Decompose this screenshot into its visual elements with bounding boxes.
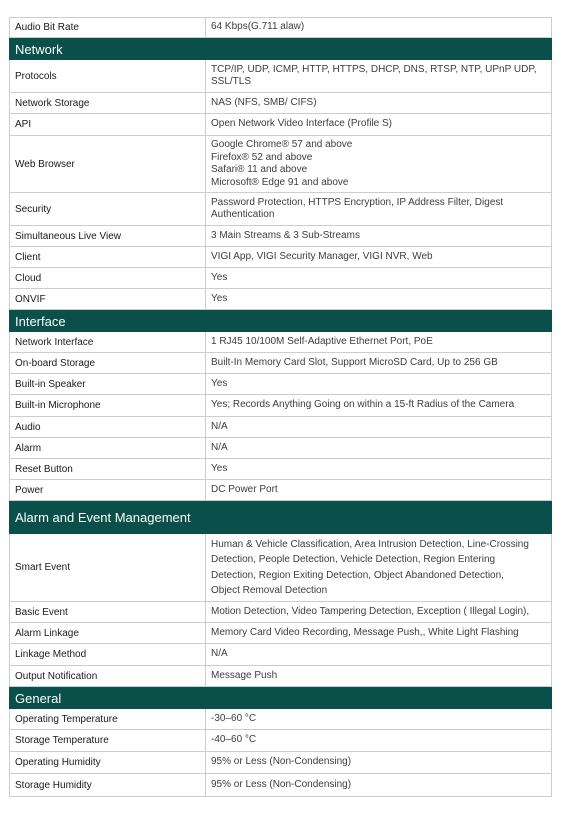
spec-value-line: Human & Vehicle Classification, Area Intrusion Detection, Line-Crossing [211, 538, 529, 550]
spec-row [9, 93, 552, 114]
spec-row [9, 17, 552, 38]
spec-value-line: Memory Card Video Recording, Message Push,, White Light Flashing [211, 626, 519, 638]
spec-label: Web Browser [10, 136, 206, 192]
spec-value [206, 93, 551, 113]
spec-label: Operating Humidity [10, 752, 206, 773]
spec-label: Output Notification [10, 666, 206, 686]
spec-row [9, 60, 552, 93]
spec-row [9, 353, 552, 374]
spec-value-line: N/A [211, 648, 228, 660]
spec-value [206, 730, 551, 751]
spec-value-line: 95% or Less (Non-Condensing) [211, 778, 352, 790]
section-header: Alarm and Event Management [9, 501, 552, 534]
spec-label: On-board Storage [10, 353, 206, 373]
spec-table [9, 17, 552, 797]
spec-label: Security [10, 193, 206, 225]
spec-value [206, 395, 551, 416]
spec-value [206, 268, 551, 288]
spec-value-line: 64 Kbps(G.711 alaw) [211, 21, 305, 33]
spec-value-line: -30–60 °C [211, 712, 257, 724]
spec-value-line: N/A [211, 420, 228, 432]
spec-value-line: DC Power Port [211, 483, 278, 495]
spec-value-line: Message Push [211, 669, 278, 681]
spec-value-line: Yes [211, 377, 228, 389]
spec-value [206, 18, 551, 37]
spec-value [206, 374, 551, 394]
spec-value-line: Password Protection, HTTPS Encryption, IP Address Filter, Digest [211, 196, 504, 208]
spec-label: Storage Temperature [10, 730, 206, 751]
spec-value [206, 438, 551, 458]
spec-value-line: TCP/IP, UDP, ICMP, HTTP, HTTPS, DHCP, DNS, RTSP, NTP, UPnP UDP, [211, 63, 537, 75]
spec-value [206, 459, 551, 479]
spec-value [206, 752, 551, 773]
spec-label: Built-in Speaker [10, 374, 206, 394]
spec-value-line: Authentication [211, 209, 275, 220]
spec-label: Built-in Microphone [10, 395, 206, 416]
spec-value [206, 644, 551, 665]
spec-row [9, 374, 552, 395]
spec-value-line: Detection, People Detection, Vehicle Detection, Region Entering [211, 554, 496, 565]
spec-row [9, 709, 552, 730]
spec-row [9, 623, 552, 644]
spec-label: Operating Temperature [10, 709, 206, 729]
spec-label: API [10, 114, 206, 135]
spec-value-line: Yes [211, 462, 228, 474]
spec-row [9, 438, 552, 459]
spec-value-line: Microsoft® Edge 91 and above [211, 176, 349, 188]
spec-label: Audio [10, 417, 206, 437]
spec-label: Client [10, 247, 206, 267]
section-header: Interface [9, 310, 552, 332]
spec-row [9, 459, 552, 480]
spec-label: Audio Bit Rate [10, 18, 206, 37]
spec-label: Cloud [10, 268, 206, 288]
section-header: Network [9, 38, 552, 60]
spec-value-line: SSL/TLS [211, 76, 252, 87]
spec-row [9, 602, 552, 623]
spec-value [206, 247, 551, 267]
spec-row [9, 395, 552, 417]
spec-label: Reset Button [10, 459, 206, 479]
spec-row [9, 417, 552, 438]
spec-row [9, 730, 552, 752]
spec-label: Basic Event [10, 602, 206, 622]
spec-value [206, 193, 551, 225]
spec-label: Network Interface [10, 332, 206, 352]
spec-row [9, 289, 552, 310]
spec-value-line: 3 Main Streams & 3 Sub-Streams [211, 229, 360, 241]
spec-value [206, 480, 551, 500]
spec-value [206, 332, 551, 352]
spec-value [206, 114, 551, 135]
spec-value-line: Yes; Records Anything Going on within a 15-ft Radius of the Camera [211, 399, 515, 411]
spec-value [206, 709, 551, 729]
spec-row [9, 752, 552, 774]
spec-label: Network Storage [10, 93, 206, 113]
spec-row [9, 268, 552, 289]
spec-value-line: Detection, Region Exiting Detection, Object Abandoned Detection, [211, 569, 504, 581]
spec-value [206, 417, 551, 437]
spec-value [206, 534, 551, 601]
spec-label: Smart Event [10, 534, 206, 601]
section-header: General [9, 687, 552, 709]
spec-label: Storage Humidity [10, 774, 206, 796]
spec-label: Protocols [10, 60, 206, 92]
spec-value [206, 666, 551, 686]
spec-row [9, 332, 552, 353]
spec-row [9, 193, 552, 226]
spec-value-line: VIGI App, VIGI Security Manager, VIGI NVR, Web [211, 250, 433, 262]
spec-row [9, 644, 552, 666]
spec-label: Power [10, 480, 206, 500]
spec-value-line: N/A [211, 441, 228, 453]
spec-value-line: 1 RJ45 10/100M Self-Adaptive Ethernet Port, PoE [211, 335, 433, 347]
spec-value [206, 60, 551, 92]
spec-value [206, 353, 551, 373]
spec-label: Linkage Method [10, 644, 206, 665]
spec-value-line: Safari® 11 and above [211, 164, 308, 175]
spec-row [9, 774, 552, 797]
spec-row [9, 247, 552, 268]
spec-value [206, 623, 551, 643]
spec-value-line: 95% or Less (Non-Condensing) [211, 756, 352, 768]
spec-row [9, 666, 552, 687]
spec-value-line: -40–60 °C [211, 734, 257, 746]
spec-value-line: Yes [211, 271, 228, 283]
spec-value-line: Built-In Memory Card Slot, Support MicroSD Card, Up to 256 GB [211, 356, 498, 368]
spec-value-line: Firefox® 52 and above [211, 151, 313, 163]
spec-row [9, 114, 552, 136]
spec-value-line: Object Removal Detection [211, 585, 328, 596]
spec-value-line: Open Network Video Interface (Profile S) [211, 118, 393, 130]
spec-value [206, 289, 551, 309]
spec-label: ONVIF [10, 289, 206, 309]
spec-value [206, 774, 551, 796]
spec-value [206, 226, 551, 246]
spec-value-line: Google Chrome® 57 and above [211, 139, 353, 150]
spec-value [206, 602, 551, 622]
spec-row [9, 534, 552, 602]
spec-label: Alarm Linkage [10, 623, 206, 643]
spec-label: Alarm [10, 438, 206, 458]
spec-row [9, 226, 552, 247]
spec-value [206, 136, 551, 192]
spec-row [9, 480, 552, 501]
spec-value-line: Motion Detection, Video Tampering Detection, Exception ( Illegal Login), [211, 605, 530, 617]
spec-value-line: Yes [211, 292, 228, 304]
spec-label: Simultaneous Live View [10, 226, 206, 246]
spec-row [9, 136, 552, 193]
spec-value-line: NAS (NFS, SMB/ CIFS) [211, 96, 317, 108]
